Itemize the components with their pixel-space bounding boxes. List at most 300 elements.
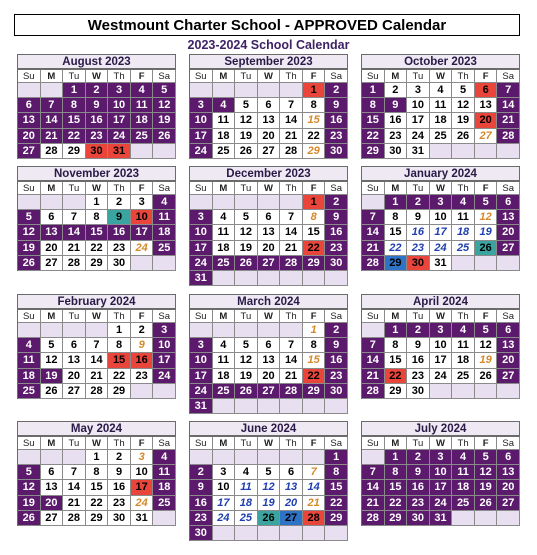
day-cell: 25 <box>213 144 236 159</box>
day-cell: 23 <box>407 369 430 384</box>
empty-cell <box>430 144 453 159</box>
day-cell: 2 <box>325 195 348 210</box>
weekday-label: Tu <box>63 182 86 195</box>
day-cell: 19 <box>475 353 498 368</box>
day-cell: 1 <box>86 450 109 465</box>
month-grid <box>189 436 348 541</box>
month-title: March 2024 <box>189 294 348 309</box>
weekday-label: Tu <box>63 437 86 450</box>
day-cell: 17 <box>430 480 453 495</box>
day-cell: 18 <box>213 241 236 256</box>
day-cell: 1 <box>303 83 326 98</box>
day-cell: 13 <box>41 480 64 495</box>
day-cell: 30 <box>325 384 348 399</box>
weekday-label: Sa <box>325 182 348 195</box>
day-cell: 8 <box>385 338 408 353</box>
weekday-label: M <box>213 310 236 323</box>
calendar-subtitle: 2023-2024 School Calendar <box>187 38 350 52</box>
day-cell: 25 <box>452 369 475 384</box>
day-cell: 17 <box>407 113 430 128</box>
weekday-label: Th <box>280 310 303 323</box>
day-cell: 11 <box>131 98 154 113</box>
day-cell: 12 <box>475 210 498 225</box>
day-cell: 2 <box>407 195 430 210</box>
day-cell: 11 <box>430 98 453 113</box>
day-cell: 29 <box>303 384 326 399</box>
day-cell: 4 <box>213 98 236 113</box>
day-cell: 20 <box>258 369 281 384</box>
month-title: May 2024 <box>17 421 176 436</box>
day-cell: 1 <box>63 83 86 98</box>
day-cell: 23 <box>407 496 430 511</box>
day-cell: 22 <box>362 129 385 144</box>
day-cell: 5 <box>475 323 498 338</box>
day-cell: 24 <box>407 129 430 144</box>
day-cell: 14 <box>362 225 385 240</box>
day-cell: 9 <box>325 98 348 113</box>
month-grid <box>17 181 176 271</box>
day-cell: 17 <box>190 241 213 256</box>
weekday-label: F <box>131 437 154 450</box>
day-cell: 11 <box>452 338 475 353</box>
empty-cell <box>213 399 236 414</box>
day-cell: 12 <box>235 113 258 128</box>
day-cell: 22 <box>303 369 326 384</box>
day-cell: 24 <box>131 496 154 511</box>
empty-cell <box>258 271 281 286</box>
day-cell: 9 <box>108 210 131 225</box>
empty-cell <box>190 83 213 98</box>
empty-cell <box>41 450 64 465</box>
month-grid <box>17 69 176 159</box>
day-cell: 8 <box>325 465 348 480</box>
day-cell: 13 <box>258 113 281 128</box>
day-cell: 21 <box>303 496 326 511</box>
day-cell: 12 <box>235 225 258 240</box>
empty-cell <box>41 83 64 98</box>
day-cell: 18 <box>452 353 475 368</box>
day-cell: 13 <box>497 210 520 225</box>
day-cell: 15 <box>303 225 326 240</box>
empty-cell <box>41 195 64 210</box>
day-cell: 15 <box>362 113 385 128</box>
day-cell: 26 <box>18 511 41 526</box>
day-cell: 29 <box>108 384 131 399</box>
empty-cell <box>235 195 258 210</box>
day-cell: 27 <box>258 144 281 159</box>
day-cell: 5 <box>41 338 64 353</box>
day-cell: 25 <box>452 496 475 511</box>
day-cell: 8 <box>385 465 408 480</box>
day-cell: 5 <box>235 98 258 113</box>
day-cell: 23 <box>108 496 131 511</box>
day-cell: 15 <box>303 353 326 368</box>
day-cell: 13 <box>258 353 281 368</box>
day-cell: 28 <box>362 384 385 399</box>
weekday-label: M <box>385 70 408 83</box>
day-cell: 20 <box>497 353 520 368</box>
day-cell: 27 <box>497 496 520 511</box>
weekday-label: M <box>41 437 64 450</box>
day-cell: 27 <box>18 144 41 159</box>
weekday-label: W <box>258 437 281 450</box>
day-cell: 3 <box>131 450 154 465</box>
empty-cell <box>497 144 520 159</box>
day-cell: 4 <box>131 83 154 98</box>
month-title: April 2024 <box>361 294 520 309</box>
empty-cell <box>213 526 236 541</box>
empty-cell <box>430 384 453 399</box>
weekday-label: F <box>131 182 154 195</box>
weekday-label: Su <box>362 70 385 83</box>
day-cell: 1 <box>362 83 385 98</box>
day-cell: 14 <box>362 353 385 368</box>
day-cell: 24 <box>131 241 154 256</box>
day-cell: 24 <box>430 369 453 384</box>
day-cell: 12 <box>258 480 281 495</box>
day-cell: 4 <box>452 195 475 210</box>
day-cell: 16 <box>190 496 213 511</box>
weekday-label: Tu <box>235 70 258 83</box>
day-cell: 22 <box>385 241 408 256</box>
weekday-label: Sa <box>153 437 176 450</box>
month-calendar <box>189 294 348 414</box>
empty-cell <box>213 83 236 98</box>
day-cell: 15 <box>385 353 408 368</box>
day-cell: 23 <box>108 241 131 256</box>
weekday-label: Sa <box>497 70 520 83</box>
weekday-label: Su <box>18 182 41 195</box>
day-cell: 28 <box>86 384 109 399</box>
empty-cell <box>190 323 213 338</box>
day-cell: 8 <box>63 98 86 113</box>
day-cell: 16 <box>108 225 131 240</box>
day-cell: 27 <box>41 511 64 526</box>
day-cell: 20 <box>497 480 520 495</box>
day-cell: 27 <box>41 256 64 271</box>
day-cell: 14 <box>86 353 109 368</box>
day-cell: 19 <box>18 496 41 511</box>
day-cell: 31 <box>190 271 213 286</box>
day-cell: 14 <box>280 225 303 240</box>
day-cell: 11 <box>235 480 258 495</box>
weekday-label: Su <box>190 70 213 83</box>
empty-cell <box>325 271 348 286</box>
empty-cell <box>18 323 41 338</box>
day-cell: 22 <box>86 496 109 511</box>
day-cell: 10 <box>131 465 154 480</box>
day-cell: 29 <box>63 144 86 159</box>
day-cell: 19 <box>475 225 498 240</box>
day-cell: 21 <box>86 369 109 384</box>
day-cell: 2 <box>190 465 213 480</box>
weekday-label: F <box>131 310 154 323</box>
empty-cell <box>452 384 475 399</box>
weekday-label: Sa <box>497 182 520 195</box>
day-cell: 3 <box>153 323 176 338</box>
day-cell: 28 <box>303 511 326 526</box>
day-cell: 26 <box>452 129 475 144</box>
month-title: November 2023 <box>17 166 176 181</box>
day-cell: 11 <box>213 113 236 128</box>
day-cell: 2 <box>86 83 109 98</box>
day-cell: 3 <box>190 338 213 353</box>
day-cell: 30 <box>385 144 408 159</box>
empty-cell <box>190 450 213 465</box>
weekday-label: Su <box>18 310 41 323</box>
day-cell: 10 <box>430 338 453 353</box>
day-cell: 6 <box>41 210 64 225</box>
day-cell: 9 <box>131 338 154 353</box>
day-cell: 12 <box>18 480 41 495</box>
empty-cell <box>258 450 281 465</box>
day-cell: 20 <box>63 369 86 384</box>
day-cell: 18 <box>235 496 258 511</box>
day-cell: 21 <box>280 369 303 384</box>
day-cell: 13 <box>497 338 520 353</box>
weekday-label: F <box>131 70 154 83</box>
day-cell: 29 <box>385 511 408 526</box>
day-cell: 30 <box>190 526 213 541</box>
day-cell: 15 <box>303 113 326 128</box>
day-cell: 25 <box>213 256 236 271</box>
weekday-label: F <box>475 70 498 83</box>
day-cell: 25 <box>452 241 475 256</box>
empty-cell <box>235 323 258 338</box>
day-cell: 29 <box>86 256 109 271</box>
day-cell: 15 <box>86 480 109 495</box>
weekday-label: Tu <box>407 70 430 83</box>
day-cell: 24 <box>430 496 453 511</box>
month-grid <box>17 436 176 526</box>
day-cell: 19 <box>41 369 64 384</box>
empty-cell <box>452 511 475 526</box>
empty-cell <box>18 83 41 98</box>
weekday-label: Th <box>452 182 475 195</box>
day-cell: 11 <box>452 210 475 225</box>
day-cell: 26 <box>258 511 281 526</box>
day-cell: 12 <box>41 353 64 368</box>
day-cell: 29 <box>385 256 408 271</box>
day-cell: 9 <box>325 210 348 225</box>
empty-cell <box>153 511 176 526</box>
day-cell: 1 <box>303 195 326 210</box>
month-title: February 2024 <box>17 294 176 309</box>
day-cell: 10 <box>190 353 213 368</box>
month-title: October 2023 <box>361 54 520 69</box>
weekday-label: Sa <box>325 437 348 450</box>
day-cell: 4 <box>153 195 176 210</box>
weekday-label: W <box>258 70 281 83</box>
day-cell: 16 <box>325 353 348 368</box>
empty-cell <box>18 195 41 210</box>
empty-cell <box>362 450 385 465</box>
month-grid <box>361 436 520 526</box>
day-cell: 3 <box>407 83 430 98</box>
weekday-label: Tu <box>235 437 258 450</box>
day-cell: 5 <box>475 195 498 210</box>
day-cell: 28 <box>63 511 86 526</box>
weekday-label: Sa <box>325 310 348 323</box>
day-cell: 6 <box>280 465 303 480</box>
empty-cell <box>153 384 176 399</box>
day-cell: 5 <box>18 210 41 225</box>
empty-cell <box>131 144 154 159</box>
weekday-label: F <box>303 182 326 195</box>
day-cell: 17 <box>131 480 154 495</box>
day-cell: 30 <box>108 511 131 526</box>
empty-cell <box>280 450 303 465</box>
weekday-label: Th <box>452 70 475 83</box>
day-cell: 1 <box>385 195 408 210</box>
day-cell: 26 <box>475 241 498 256</box>
weekday-label: W <box>430 310 453 323</box>
month-title: December 2023 <box>189 166 348 181</box>
day-cell: 16 <box>407 353 430 368</box>
day-cell: 3 <box>108 83 131 98</box>
day-cell: 6 <box>497 323 520 338</box>
day-cell: 27 <box>497 369 520 384</box>
day-cell: 1 <box>385 323 408 338</box>
day-cell: 29 <box>325 511 348 526</box>
empty-cell <box>303 399 326 414</box>
day-cell: 7 <box>280 210 303 225</box>
day-cell: 27 <box>497 241 520 256</box>
day-cell: 28 <box>362 511 385 526</box>
day-cell: 25 <box>430 129 453 144</box>
empty-cell <box>18 450 41 465</box>
day-cell: 8 <box>86 210 109 225</box>
day-cell: 7 <box>280 338 303 353</box>
empty-cell <box>452 256 475 271</box>
day-cell: 15 <box>385 225 408 240</box>
day-cell: 22 <box>86 241 109 256</box>
weekday-label: M <box>385 182 408 195</box>
weekday-label: Th <box>280 182 303 195</box>
month-calendar <box>361 54 520 159</box>
weekday-label: Th <box>280 70 303 83</box>
weekday-label: Tu <box>63 310 86 323</box>
weekday-label: Th <box>452 437 475 450</box>
day-cell: 31 <box>430 256 453 271</box>
day-cell: 26 <box>475 369 498 384</box>
day-cell: 25 <box>153 241 176 256</box>
day-cell: 2 <box>131 323 154 338</box>
day-cell: 12 <box>452 98 475 113</box>
empty-cell <box>131 384 154 399</box>
day-cell: 19 <box>18 241 41 256</box>
empty-cell <box>325 399 348 414</box>
day-cell: 6 <box>497 450 520 465</box>
day-cell: 8 <box>385 210 408 225</box>
day-cell: 19 <box>258 496 281 511</box>
weekday-label: Su <box>362 310 385 323</box>
day-cell: 2 <box>407 450 430 465</box>
weekday-label: W <box>430 182 453 195</box>
day-cell: 31 <box>190 399 213 414</box>
empty-cell <box>497 256 520 271</box>
day-cell: 9 <box>108 465 131 480</box>
day-cell: 26 <box>235 384 258 399</box>
day-cell: 17 <box>190 369 213 384</box>
day-cell: 8 <box>362 98 385 113</box>
day-cell: 24 <box>213 511 236 526</box>
weekday-label: Th <box>108 70 131 83</box>
empty-cell <box>63 323 86 338</box>
empty-cell <box>303 271 326 286</box>
day-cell: 26 <box>18 256 41 271</box>
weekday-label: Su <box>362 182 385 195</box>
empty-cell <box>475 144 498 159</box>
day-cell: 21 <box>362 369 385 384</box>
calendar-title: Westmount Charter School - APPROVED Calendar <box>14 14 520 36</box>
day-cell: 9 <box>407 338 430 353</box>
weekday-label: Th <box>280 437 303 450</box>
day-cell: 19 <box>153 113 176 128</box>
empty-cell <box>325 526 348 541</box>
day-cell: 26 <box>475 496 498 511</box>
day-cell: 12 <box>475 465 498 480</box>
day-cell: 18 <box>452 225 475 240</box>
day-cell: 2 <box>385 83 408 98</box>
day-cell: 23 <box>325 369 348 384</box>
day-cell: 7 <box>497 83 520 98</box>
day-cell: 16 <box>86 113 109 128</box>
empty-cell <box>258 526 281 541</box>
month-calendar <box>17 54 176 159</box>
day-cell: 16 <box>131 353 154 368</box>
empty-cell <box>497 384 520 399</box>
day-cell: 1 <box>385 450 408 465</box>
day-cell: 28 <box>362 256 385 271</box>
day-cell: 7 <box>41 98 64 113</box>
day-cell: 13 <box>18 113 41 128</box>
day-cell: 19 <box>235 241 258 256</box>
empty-cell <box>258 323 281 338</box>
day-cell: 9 <box>86 98 109 113</box>
month-grid <box>189 181 348 286</box>
day-cell: 4 <box>235 465 258 480</box>
day-cell: 19 <box>235 369 258 384</box>
day-cell: 8 <box>303 98 326 113</box>
day-cell: 1 <box>86 195 109 210</box>
empty-cell <box>280 83 303 98</box>
day-cell: 18 <box>213 129 236 144</box>
day-cell: 10 <box>213 480 236 495</box>
day-cell: 18 <box>131 113 154 128</box>
weekday-label: W <box>86 182 109 195</box>
day-cell: 21 <box>497 113 520 128</box>
day-cell: 10 <box>430 465 453 480</box>
day-cell: 4 <box>213 210 236 225</box>
weekday-label: M <box>213 437 236 450</box>
day-cell: 31 <box>131 511 154 526</box>
empty-cell <box>258 195 281 210</box>
weekday-label: M <box>213 182 236 195</box>
day-cell: 18 <box>452 480 475 495</box>
day-cell: 28 <box>280 144 303 159</box>
empty-cell <box>280 195 303 210</box>
month-grid <box>361 181 520 271</box>
weekday-label: Th <box>108 437 131 450</box>
day-cell: 20 <box>18 129 41 144</box>
day-cell: 5 <box>235 210 258 225</box>
day-cell: 14 <box>362 480 385 495</box>
month-calendar <box>361 294 520 399</box>
day-cell: 2 <box>325 323 348 338</box>
day-cell: 4 <box>452 323 475 338</box>
day-cell: 29 <box>362 144 385 159</box>
